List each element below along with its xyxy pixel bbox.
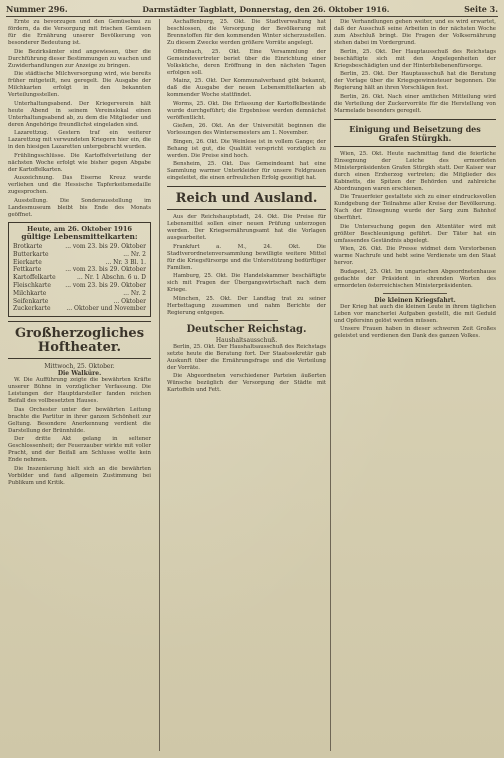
food-box-row (13, 298, 146, 306)
article-paragraph: Worms, 25. Okt. Die Erfassung der Kartoffelbestände wurde durchgeführt; die Ergebnisse werden demnächst veröffentlicht. (167, 100, 326, 121)
stuergkh-section-heading (334, 119, 496, 147)
theater-date: Mittwoch, 25. Oktober. (44, 363, 115, 371)
article-paragraph: Bensheim, 25. Okt. Das Gemeindeamt hat eine Sammlung warmer Unterkleider für unsere Feldgrauen eingeleitet, die einen erfreulichen Erfolg gezeitigt hat. (167, 161, 326, 181)
column-3 (334, 19, 496, 751)
review-paragraph: W. Die Aufführung zeigte die bewährten Kräfte unserer Bühne in vorzüglicher Verfassung. Die Leistungen der Hauptdarsteller fanden reichen Beifall des vollbesetzten Hauses. (8, 377, 151, 405)
article-paragraph: Auszeichnung. Das Eiserne Kreuz wurde verliehen und die Hessische Tapferkeitsmedaille zugesprochen. (8, 175, 151, 195)
theater-play: Die Walküre. (57, 370, 102, 378)
article-paragraph: Budapest, 25. Okt. Im ungarischen Abgeordnetenhause gedachte der Präsident in ehrenden Worten des ermordeten österreichischen Ministerpräsidenten. (334, 268, 496, 289)
article-paragraph: Unsere Frauen haben in dieser schweren Zeit Großes geleistet und verdienen den Dank des ganzen Volkes. (334, 326, 496, 339)
review-paragraph: Der dritte Akt gelang in seltener Geschlossenheit; der Feuerzauber wirkte mit voller Pracht, und der Beifall am Schlusse wollte kein Ende nehmen. (8, 436, 151, 464)
article-paragraph: Unterhaltungsabend. Der Kriegerverein hält heute Abend in seinem Vereinslokal einen Unterhaltungsabend ab, zu dem die Mitglieder und deren Angehörige freundlichst eingeladen sind. (8, 100, 151, 128)
ration-label: Kartoffelkarte (13, 274, 56, 282)
ration-label: Fettkarte (13, 266, 42, 274)
ration-label: Milchkarte (13, 289, 47, 297)
article-paragraph: Frankfurt a. M., 24. Okt. Die Stadtverordnetenversammlung bewilligte weitere Mittel für die Kriegsfürsorge und die Unterstützung bedürftiger Familien. (167, 243, 326, 271)
reich-title: Reich und Ausland. (175, 191, 318, 206)
food-box-row (13, 274, 146, 282)
subsection-title: Die kleinen Kriegsfahrt. (374, 296, 456, 304)
masthead (6, 3, 498, 15)
food-box-row (13, 282, 146, 290)
column-2 (167, 19, 326, 751)
food-box-title: gültige Lebensmittelkarten: (21, 232, 138, 242)
article-paragraph: Die Verhandlungen gehen weiter, und es wird erwartet, daß der Ausschuß seine Arbeiten in der nächsten Woche zum Abschluß bringt. Die Fragen der Volksernährung stehen dabei im Vordergrund. (334, 19, 496, 46)
article-paragraph: Gießen, 26. Okt. An der Universität beginnen die Vorlesungen des Wintersemesters am 1. November. (167, 123, 326, 136)
food-box-row (13, 243, 146, 251)
article-paragraph: Die Abgeordneten verschiedener Parteien äußerten Wünsche bezüglich der Versorgung der Städte mit Kartoffeln und Fett. (167, 373, 326, 393)
theater-title: Großherzogliches Hoftheater. (14, 326, 145, 356)
article-paragraph: Der Krieg hat auch die kleinen Leute in ihrem täglichen Leben vor mancherlei Aufgaben gestellt, die mit Geduld und Opfersinn gelöst werden müssen. (334, 303, 496, 324)
article-paragraph: Wien, 25. Okt. Heute nachmittag fand die feierliche Einsegnung der Leiche des ermordeten Ministerpräsidenten Grafen Stürgkh statt. Der Kaiser war durch einen Erzherzog vertreten; die Mitglieder des Kabinetts, die Spitzen der Behörden und zahlreiche Abordnungen waren erschienen. (334, 150, 496, 192)
ration-value: ... vom 23. bis 29. Oktober (65, 243, 146, 251)
ration-value: ... Nr. 3 Bl. 1. (105, 258, 146, 266)
article-paragraph: Aus der Reichshauptstadt, 24. Okt. Die Preise für Lebensmittel sollen einer neuen Prüfung unterzogen werden. Der Kriegsernährungsamt hat die Vorlagen ausgearbeitet. (167, 214, 326, 241)
article-paragraph: Ausstellung. Die Sonderausstellung im Landesmuseum bleibt bis Ende des Monats geöffnet. (8, 197, 151, 218)
article-paragraph: Aschaffenburg, 25. Okt. Die Stadtverwaltung hat beschlossen, die Versorgung der Bevölkerung mit Brennstoffen für den kommenden Winter sicherzustellen. Zu diesem Zwecke werden größere Vorräte angelegt. (167, 19, 326, 46)
article-paragraph: Hamburg, 25. Okt. Die Handelskammer beschäftigte sich mit Fragen der Übergangswirtschaft nach dem Kriege. (167, 273, 326, 293)
article-paragraph: Die Bezirksämter sind angewiesen, über die Durchführung dieser Bestimmungen zu wachen und Zuwiderhandlungen zur Anzeige zu bringen. (8, 48, 151, 69)
masthead-rule (6, 16, 498, 17)
ration-label: Seifenkarte (13, 297, 49, 305)
newspaper-dateline: Darmstädter Tagblatt, Donnerstag, den 26. Oktober 1916. (142, 4, 390, 14)
reichstag-subtitle: Haushaltsausschuß. (215, 336, 278, 344)
ration-label: Butterkarte (13, 250, 49, 258)
ration-value: ... Nr. 1 Abschn. 6 u. D (77, 274, 146, 282)
review-paragraph: Die Inszenierung hielt sich an die bewährten Vorbilder und fand allgemein Zustimmung bei Publikum und Kritik. (8, 465, 151, 486)
article-paragraph: Mainz, 25. Okt. Der Kommunalverband gibt bekannt, daß die Ausgabe der neuen Lebensmittelkarten ab kommender Woche stattfindet. (167, 78, 326, 98)
review-paragraph: Das Orchester unter der bewährten Leitung brachte die Partitur in ihrer ganzen Schönheit zur Geltung. Besondere Anerkennung verdient die Darstellung der Brünnhilde. (8, 406, 151, 434)
ration-label: Zuckerkarte (13, 305, 51, 313)
food-box-row (13, 266, 146, 274)
article-paragraph: Berlin, 25. Okt. Der Hauptausschuß des Reichstags beschäftigte sich mit den Angelegenheiten der Kriegsbeschädigten und der Hinterbliebenenfürsorge. (334, 48, 496, 69)
article-paragraph: Die städtische Milchversorgung wird, wie bereits früher mitgeteilt, neu geregelt. Die Ausgabe der Milchkarten erfolgt in den bekannten Verteilungsstellen. (8, 71, 151, 98)
reichstag-title: Deutscher Reichstag. (186, 323, 307, 335)
ration-value: ... Oktober und November (66, 305, 146, 313)
article-paragraph: Bingen, 26. Okt. Die Weinlese ist in vollem Gange; der Behang ist gut, die Qualität verspricht vorzüglich zu werden. Die Preise sind hoch. (167, 138, 326, 159)
theater-section (8, 321, 151, 359)
section-separator (383, 293, 448, 294)
issue-number: Nummer 296. (6, 4, 68, 14)
article-paragraph: Lazarettzug. Gestern traf ein weiterer Lazarettzug mit verwundeten Kriegern hier ein, die in den hiesigen Lazaretten untergebracht wurden. (8, 130, 151, 150)
column-divider (159, 19, 160, 751)
article-paragraph: Die Untersuchung gegen den Attentäter wird mit größter Beschleunigung geführt. Der Täter hat ein umfassendes Geständnis abgelegt. (334, 223, 496, 244)
reich-section-heading (167, 186, 326, 210)
article-paragraph: Wien, 26. Okt. Die Presse widmet dem Verstorbenen warme Nachrufe und hebt seine Verdienste um den Staat hervor. (334, 246, 496, 266)
column-1 (8, 19, 151, 751)
food-box-row (13, 305, 146, 313)
article-paragraph: Die Trauerfeier gestaltete sich zu einer eindrucksvollen Kundgebung der Teilnahme aller Kreise der Bevölkerung. Nach der Einsegnung wurde der Sarg zum Bahnhof überführt. (334, 194, 496, 221)
article-paragraph: Berlin, 25. Okt. Der Haushaltsausschuß des Reichstags setzte heute die Beratung fort. Der Staatssekretär gab Auskunft über die Ernährungsfrage und die Verteilung der Vorräte. (167, 343, 326, 371)
food-ration-box (8, 222, 151, 318)
ration-value: ... vom 23. bis 29. Oktober (65, 282, 146, 290)
ration-value: ... Oktober (113, 297, 146, 305)
ration-label: Eierkarte (13, 258, 42, 266)
ration-value: ... vom 23. bis 29. Oktober (65, 266, 146, 274)
section-separator (215, 320, 279, 321)
food-box-row (13, 251, 146, 259)
stuergkh-title: Einigung und Beisetzung des Grafen Stürgkh. (349, 123, 481, 143)
ration-value: ... Nr. 2 (123, 289, 146, 297)
article-paragraph: Berlin, 26. Okt. Nach einer amtlichen Mitteilung wird die Verteilung der Zuckervorräte für die Herstellung von Marmelade besonders geregelt. (334, 93, 496, 114)
article-paragraph: Berlin, 25. Okt. Der Hauptausschuß hat die Beratung der Vorlage über die Kriegsgewinnsteuer begonnen. Die Regierung hält an ihren Vorschlägen fest. (334, 71, 496, 91)
article-paragraph: Frühlingsschlüsse. Die Kartoffelverteilung der nächsten Woche erfolgt wie bisher gegen Abgabe der Kartoffelkarten. (8, 152, 151, 173)
article-paragraph: München, 25. Okt. Der Landtag trat zu seiner Herbsttagung zusammen und nahm Berichte der Regierung entgegen. (167, 295, 326, 316)
article-paragraph: Offenbach, 25. Okt. Eine Versammlung der Gemeindevertreter beriet über die Einrichtung einer Volksküche, deren Eröffnung in den nächsten Tagen erfolgen soll. (167, 48, 326, 76)
food-box-date: Heute, am 26. Oktober 1916 (26, 224, 133, 233)
ration-label: Brotkarte (13, 243, 43, 251)
ration-label: Fleischkarte (13, 282, 51, 290)
food-box-row (13, 259, 146, 267)
page-number: Seite 3. (464, 4, 498, 14)
food-box-row (13, 290, 146, 298)
article-paragraph: Ernte zu bevorzugen und den Gemüsebau zu fördern, da die Versorgung mit frischen Gemüsen für die Ernährung unserer Bevölkerung von besonderer Bedeutung ist. (8, 19, 151, 46)
column-divider (330, 19, 331, 751)
ration-value: ... Nr. 2 (123, 250, 146, 258)
